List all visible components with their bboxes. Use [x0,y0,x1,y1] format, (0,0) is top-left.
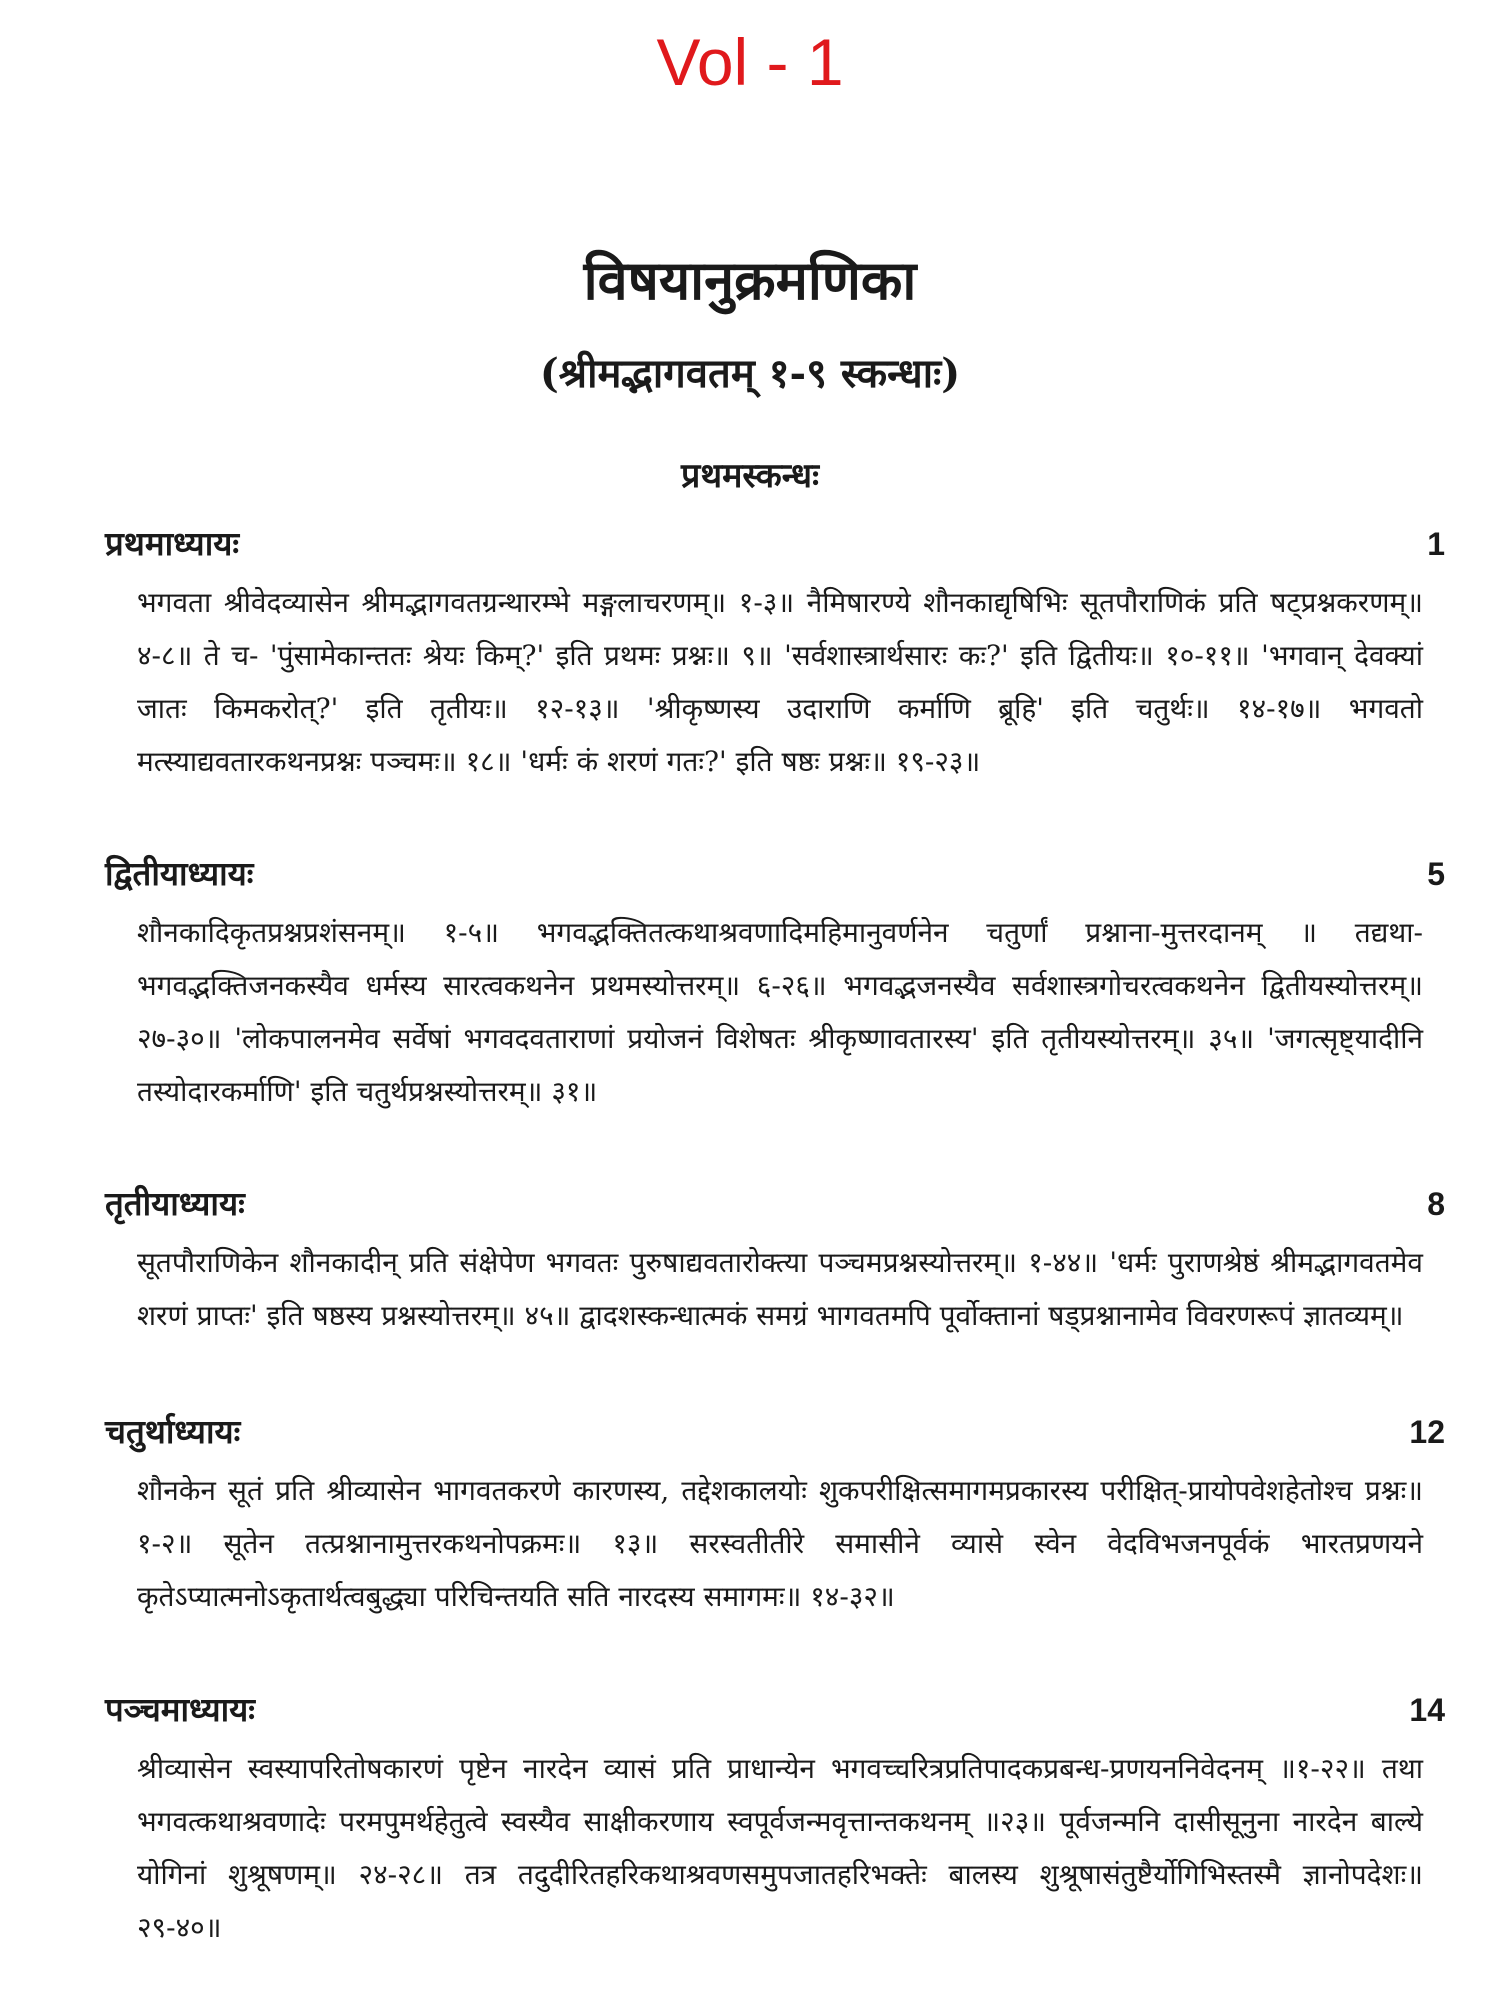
chapter-page-number: 8 [1427,1186,1445,1222]
chapter-page-number: 1 [1427,526,1445,562]
chapter-header [105,1408,1445,1464]
chapter-header [105,1180,1445,1236]
chapter-entry [105,1180,1445,1408]
chapter-entry [105,1408,1445,1686]
chapter-list [105,520,1445,1954]
chapter-summary: सूतपौराणिकेन शौनकादीन् प्रति संक्षेपेण भगवतः पुरुषाद्यवतारोक्त्या पञ्चमप्रश्नस्योत्तरम्॥ १-४४॥ 'धर्मः पुराणश्रेष्ठं श्रीमद्भागवतमेव शरणं प्राप्तः' इति षष्ठस्य प्रश्नस्योत्तरम्॥ ४५॥ द्वादशस्कन्धात्मकं समग्रं भागवतमपि पूर्वोक्तानां षड्प्रश्नानामेव विवरणरूपं ज्ञातव्यम्॥ [137,1246,1423,1332]
chapter-page-number: 5 [1427,856,1445,892]
chapter-name: द्वितीयाध्यायः [105,854,254,893]
chapter-header [105,850,1445,906]
chapter-header [105,1686,1445,1742]
chapter-name: तृतीयाध्यायः [105,1184,245,1223]
chapter-name: प्रथमाध्यायः [105,524,240,563]
volume-label: Vol - 1 [656,25,844,99]
chapter-entry [105,850,1445,1180]
chapter-entry [105,520,1445,850]
chapter-summary: शौनकेन सूतं प्रति श्रीव्यासेन भागवतकरणे कारणस्य, तद्देशकालयोः शुकपरीक्षित्समागमप्रकारस्य परीक्षित्-प्रायोपवेशहेतोश्च प्रश्नः॥ १-२॥ सूतेन तत्प्रश्नानामुत्तरकथनोपक्रमः॥ १३॥ सरस्वतीतीरे समासीने व्यासे स्वेन वेदविभजनपूर्वकं भारतप्रणयने कृतेऽप्यात्मनोऽकृतार्थत्वबुद्ध्या परिचिन्तयति सति नारदस्य समागमः॥ १४-३२॥ [137,1474,1423,1613]
chapter-summary: शौनकादिकृतप्रश्नप्रशंसनम्॥ १-५॥ भगवद्भक्तितत्कथाश्रवणादिमहिमानुवर्णनेन चतुर्णां प्रश्नाना-मुत्तरदानम् ॥ तद्यथा- भगवद्भक्तिजनकस्यैव धर्मस्य सारत्वकथनेन प्रथमस्योत्तरम्॥ ६-२६॥ भगवद्भजनस्यैव सर्वशास्त्रगोचरत्वकथनेन द्वितीयस्योत्तरम्॥ २७-३०॥ 'लोकपालनमेव सर्वेषां भगवदवताराणां प्रयोजनं विशेषतः श्रीकृष्णावतारस्य' इति तृतीयस्योत्तरम्॥ ३५॥ 'जगत्सृष्ट्यादीनि तस्योदारकर्माणि' इति चतुर्थप्रश्नस्योत्तरम्॥ ३१॥ [137,916,1423,1108]
chapter-name: चतुर्थाध्यायः [105,1412,241,1451]
chapter-page-number: 12 [1409,1414,1445,1450]
chapter-header [105,520,1445,576]
chapter-summary: श्रीव्यासेन स्वस्यापरितोषकारणं पृष्टेन नारदेन व्यासं प्रति प्राधान्येन भगवच्चरित्रप्रतिपादकप्रबन्ध-प्रणयननिवेदनम् ॥१-२२॥ तथा भगवत्कथाश्रवणादेः परमपुमर्थहेतुत्वे स्वस्यैव साक्षीकरणाय स्वपूर्वजन्मवृत्तान्तकथनम् ॥२३॥ पूर्वजन्मनि दासीसूनुना नारदेन बाल्ये योगिनां शुश्रूषणम्॥ २४-२८॥ तत्र तदुदीरितहरिकथाश्रवणसमुपजातहरिभक्तेः बालस्य शुश्रूषासंतुष्टैर्योगिभिस्तस्मै ज्ञानोपदेशः॥ २९-४०॥ [137,1752,1423,1944]
chapter-name: पञ्चमाध्यायः [105,1690,255,1729]
skandha-heading: प्रथमस्कन्धः [681,456,819,496]
page-subtitle: (श्रीमद्भागवतम् १-९ स्कन्धाः) [539,350,961,397]
chapter-page-number: 14 [1409,1692,1445,1728]
chapter-summary: भगवता श्रीवेदव्यासेन श्रीमद्भागवतग्रन्थारम्भे मङ्गलाचरणम्॥ १-३॥ नैमिषारण्ये शौनकाद्यृषिभिः सूतपौराणिकं प्रति षट्प्रश्नकरणम्॥ ४-८॥ ते च- 'पुंसामेकान्ततः श्रेयः किम्?' इति प्रथमः प्रश्नः॥ ९॥ 'सर्वशास्त्रार्थसारः कः?' इति द्वितीयः॥ १०-११॥ 'भगवान् देवक्यां जातः किमकरोत्?' इति तृतीयः॥ १२-१३॥ 'श्रीकृष्णस्य उदाराणि कर्माणि ब्रूहि' इति चतुर्थः॥ १४-१७॥ भगवतो मत्स्याद्यवतारकथनप्रश्नः पञ्चमः॥ १८॥ 'धर्मः कं शरणं गतः?' इति षष्ठः प्रश्नः॥ १९-२३॥ [137,586,1423,778]
page-title: विषयानुक्रमणिका [583,248,917,312]
chapter-entry [105,1686,1445,1954]
